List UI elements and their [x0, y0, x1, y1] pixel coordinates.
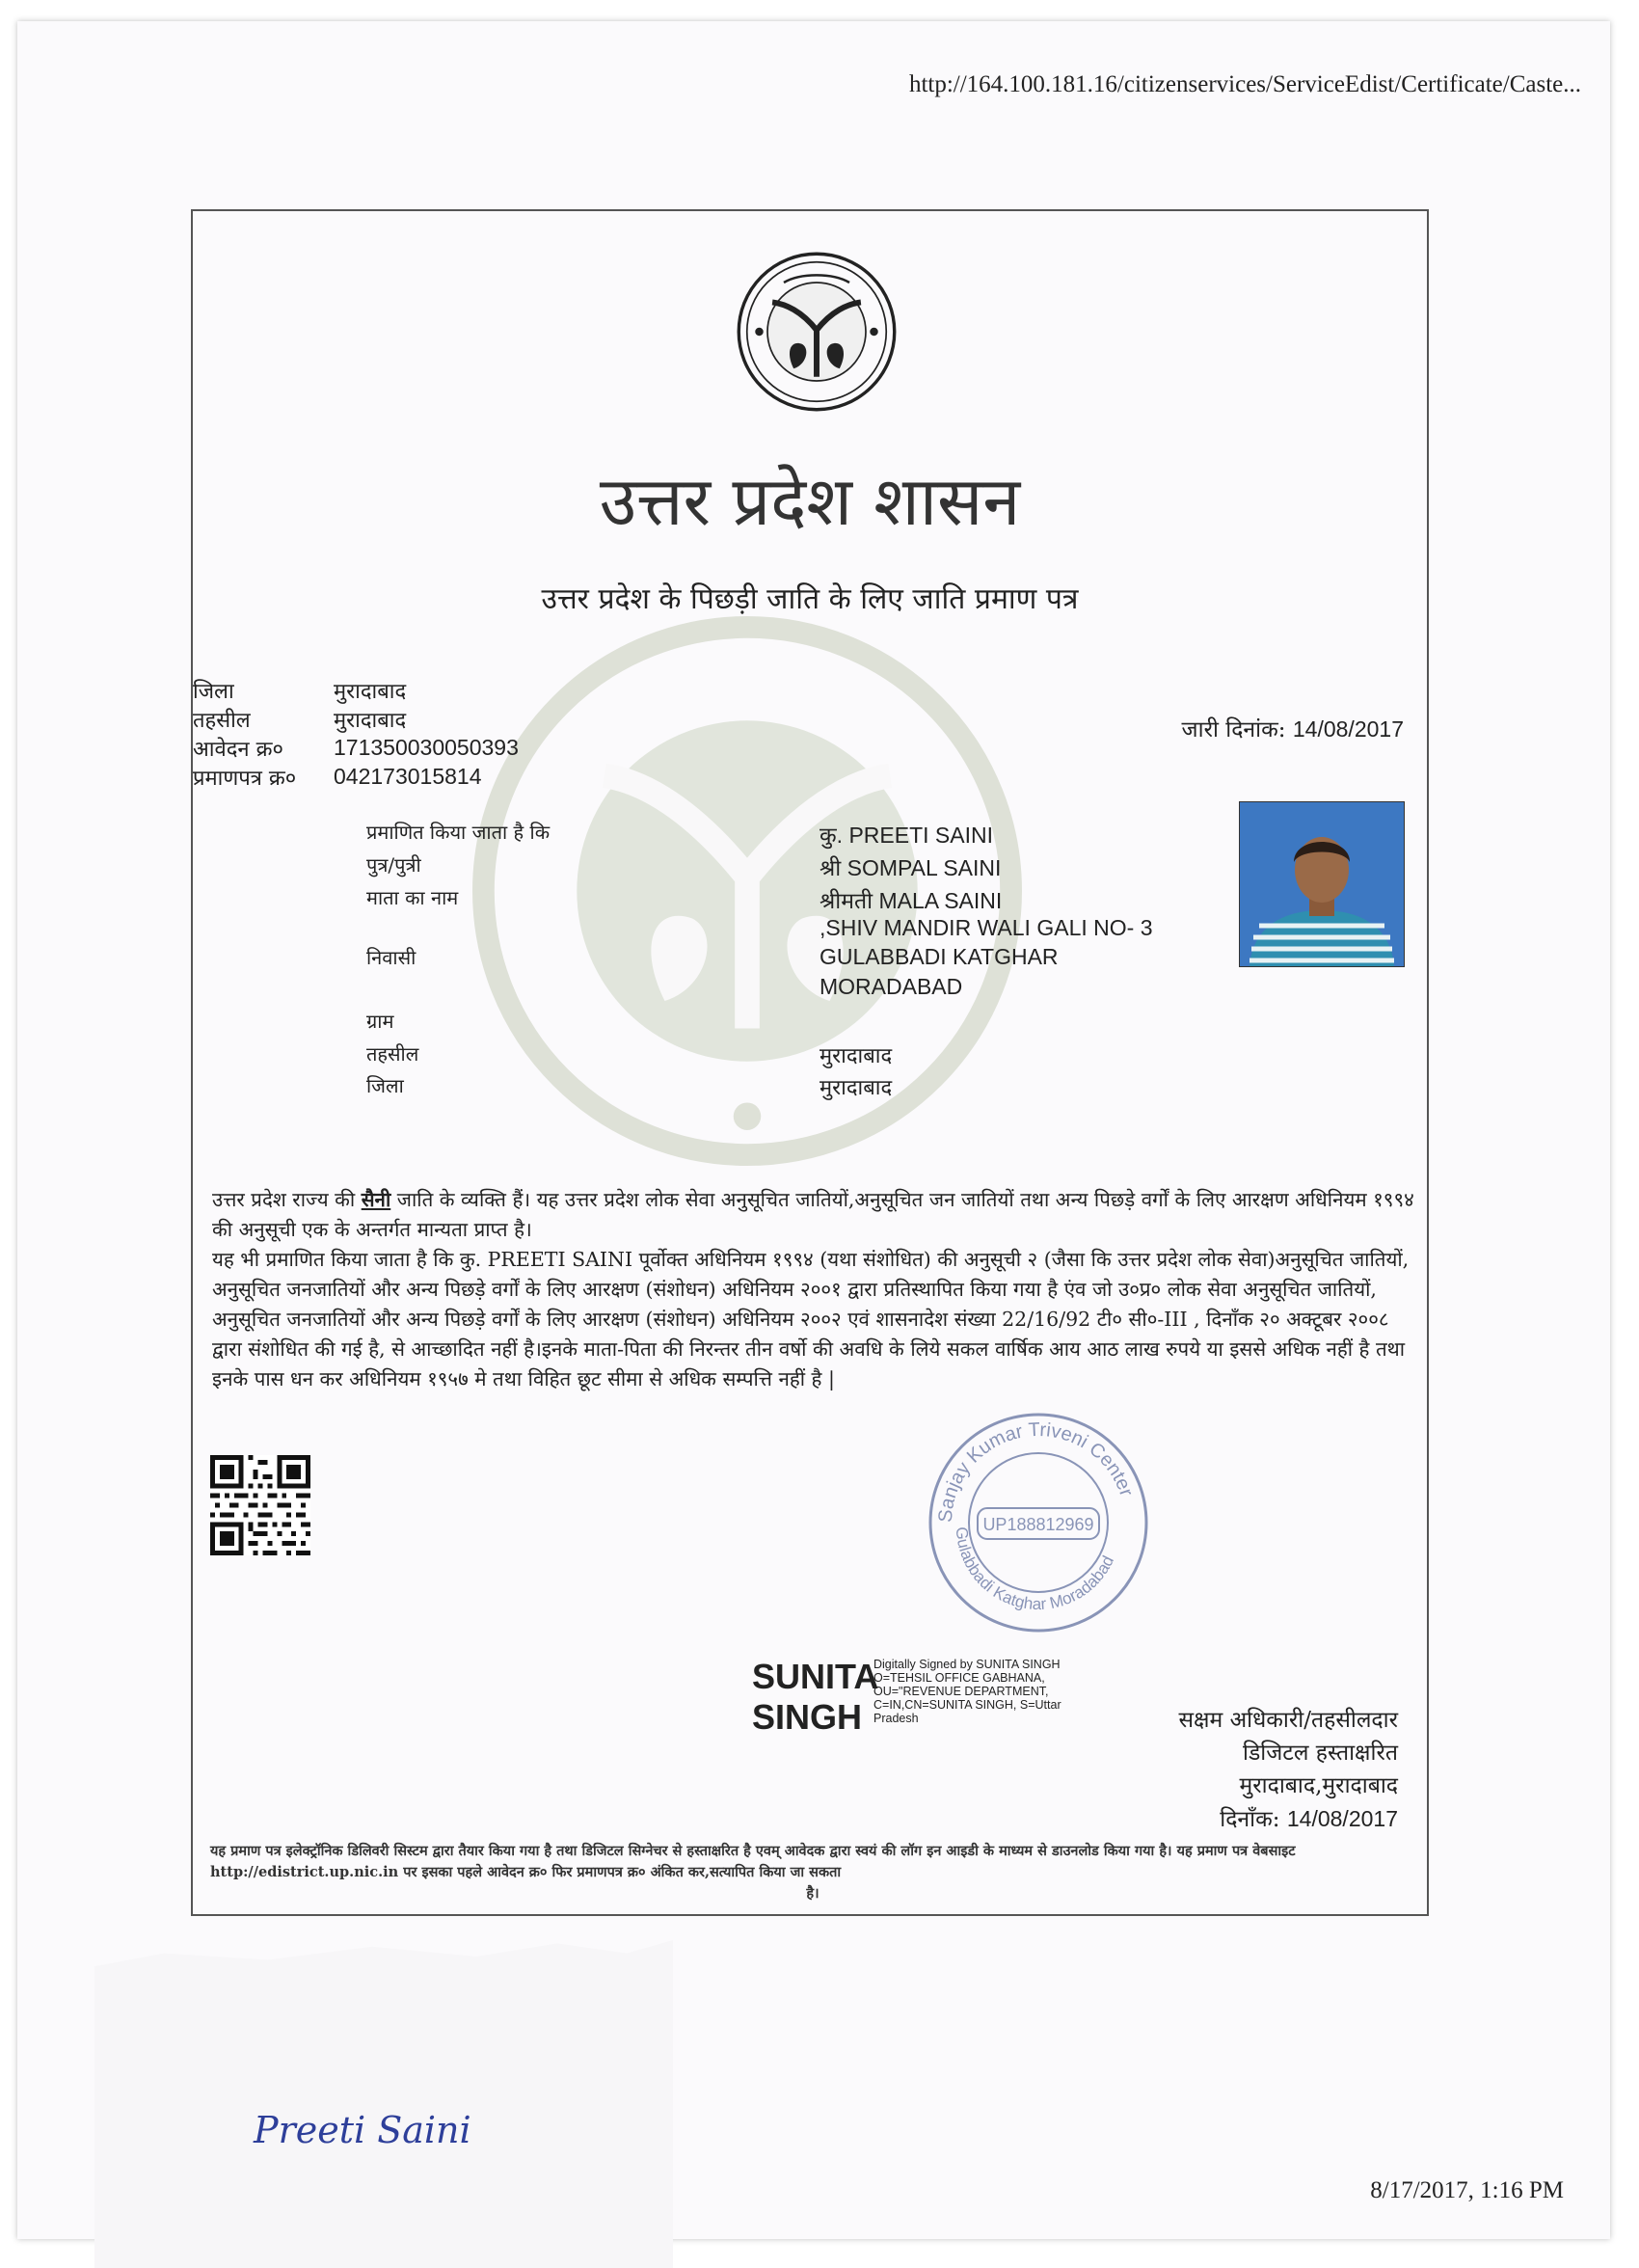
signature-detail: Digitally Signed by SUNITA SINGH O=TEHSIL OFFICE GABHANA, OU="REVENUE DEPARTMENT, C=IN,CN=SUNITA SINGH, S=Uttar Pradesh [873, 1658, 1061, 1725]
certificate-no-label: प्रमाणपत्र क्र० [193, 767, 297, 791]
verification-note: यह प्रमाण पत्र इलेक्ट्रॉनिक डिलिवरी सिस्टम द्वारा तैयार किया गया है तथा डिजिटल सिग्नेचर से हस्ताक्षरित है एवम् आवेदक द्वारा स्वयं की लॉग इन आइडी के माध्यम से डाउनलोड किया गया है। यह प्रमाण पत्र वेबसाइट http://edistrict.up.nic.in पर इसका पहले आवेदन क्र० फिर प्रमाणपत्र क्र० अंकित कर,सत्यापित किया जा सकता है। [210, 1843, 1296, 1902]
up-emblem-icon [735, 250, 899, 414]
handwritten-signature: Preeti Saini [254, 2109, 471, 2151]
detail-tehsil-label: तहसील [366, 1042, 419, 1066]
officer-location: मुरादाबाद,मुरादाबाद [1239, 1773, 1398, 1798]
certificate-title: उत्तर प्रदेश शासन [599, 462, 1021, 541]
detail-district-label: जिला [366, 1074, 404, 1097]
qr-code-icon [210, 1455, 310, 1555]
digital-signature [752, 1658, 1061, 1744]
paragraph-2: यह भी प्रमाणित किया जाता है कि कु. PREETI SAINI पूर्वोक्त अधिनियम १९९४ (यथा संशोधित) की अनुसूची २ (जैसा कि उत्तर प्रदेश लोक सेवा)अनुसूचित जातियों, अनुसूचित जनजातियों और अन्य पिछड़े वर्गों के लिए आरक्षण (संशोधन) अधिनियम २००१ द्वारा प्रतिस्थापित किया गया है एंव जो उ०प्र० लोक सेवा अनुसूचित जातियों, अनुसूचित जनजातियों और अन्य पिछड़े वर्गों के लिए आरक्षण (संशोधन) अधिनियम २००२ एवं शासनादेश संख्या 22/16/92 टी० सी०-III , दिनाँक २० अक्टूबर २००८ द्वारा संशोधित की गई है, से आच्छादित नहीं है।इनके माता-पिता की निरन्तर तीन वर्षो की अवधि के लिये सकल वार्षिक आय आठ लाख रुपये या इससे अधिक नहीं है तथा इनके पास धन कर अधिनियम १९५७ मे तथा विहित छूट सीमा से अधिक सम्पत्ति नहीं है | [212, 1248, 1410, 1390]
page-url: http://164.100.181.16/citizenservices/ServiceEdist/Certificate/Caste... [908, 71, 1581, 97]
issue-date [1182, 713, 1404, 743]
resident-label: निवासी [366, 946, 416, 969]
certified-value: कु. PREETI SAINI [820, 823, 993, 848]
certificate-body [212, 1185, 1417, 1394]
signature-name-line2: SINGH [752, 1697, 863, 1737]
village-label: ग्राम [366, 1010, 394, 1033]
issue-date-value: 14/08/2017 [1292, 716, 1404, 742]
scanned-page [17, 21, 1610, 2239]
issue-date-label: जारी दिनांक: [1181, 717, 1286, 742]
resident-line1: ,SHIV MANDIR WALI GALI NO- 3 [820, 915, 1153, 940]
attached-paper-slip [94, 1940, 673, 2268]
caste-name: सैनी [361, 1188, 391, 1211]
caste-certificate [191, 209, 1429, 1916]
tehsil-value: मुरादाबाद [334, 709, 407, 733]
resident-line2: GULABBADI KATGHAR [820, 944, 1059, 969]
mother-label: माता का नाम [366, 886, 459, 909]
certified-label: प्रमाणित किया जाता है कि [366, 821, 551, 844]
applicant-photo [1239, 801, 1405, 967]
center-stamp-icon [918, 1402, 1159, 1643]
paragraph-1: उत्तर प्रदेश राज्य की सैनी जाति के व्यक्ति हैं। यह उत्तर प्रदेश लोक सेवा अनुसूचित जातियों,अनुसूचित जन जातियों तथा अन्य पिछड़े वर्गों के लिए आरक्षण अधिनियम १९९४ की अनुसूची एक के अन्तर्गत मान्यता प्राप्त है। [212, 1188, 1414, 1241]
certificate-subtitle: उत्तर प्रदेश के पिछड़ी जाति के लिए जाति प्रमाण पत्र [541, 582, 1079, 616]
stamp-code: UP188812969 [982, 1515, 1094, 1534]
officer-date: दिनाँक: 14/08/2017 [1220, 1806, 1398, 1832]
child-of-label: पुत्र/पुत्री [366, 853, 421, 877]
person-photo-icon [1240, 802, 1404, 966]
stamp-top-text: Sanjay Kumar Triveni Center [934, 1418, 1138, 1524]
district-value: मुरादाबाद [334, 680, 407, 704]
print-timestamp: 8/17/2017, 1:16 PM [1370, 2177, 1564, 2203]
detail-tehsil-value: मुरादाबाद [820, 1044, 893, 1068]
detail-district-value: मुरादाबाद [820, 1076, 893, 1100]
district-label: जिला [193, 680, 234, 704]
certificate-no-value: 042173015814 [334, 764, 482, 789]
officer-title: सक्षम अधिकारी/तहसीलदार [1178, 1708, 1398, 1733]
officer-signed-status: डिजिटल हस्ताक्षरित [1243, 1741, 1398, 1766]
application-no-value: 171350030050393 [334, 735, 519, 760]
resident-line3: MORADABAD [820, 974, 963, 999]
signature-name-line1: SUNITA [752, 1657, 879, 1696]
application-no-label: आवेदन क्र० [193, 738, 283, 762]
mother-value: श्रीमती MALA SAINI [820, 888, 1003, 913]
stamp-bottom-text: Gulabbadi Katghar Moradabad [952, 1526, 1118, 1614]
issuing-officer [1070, 1704, 1398, 1836]
tehsil-label: तहसील [193, 709, 251, 733]
child-of-value: श्री SOMPAL SAINI [820, 855, 1002, 880]
